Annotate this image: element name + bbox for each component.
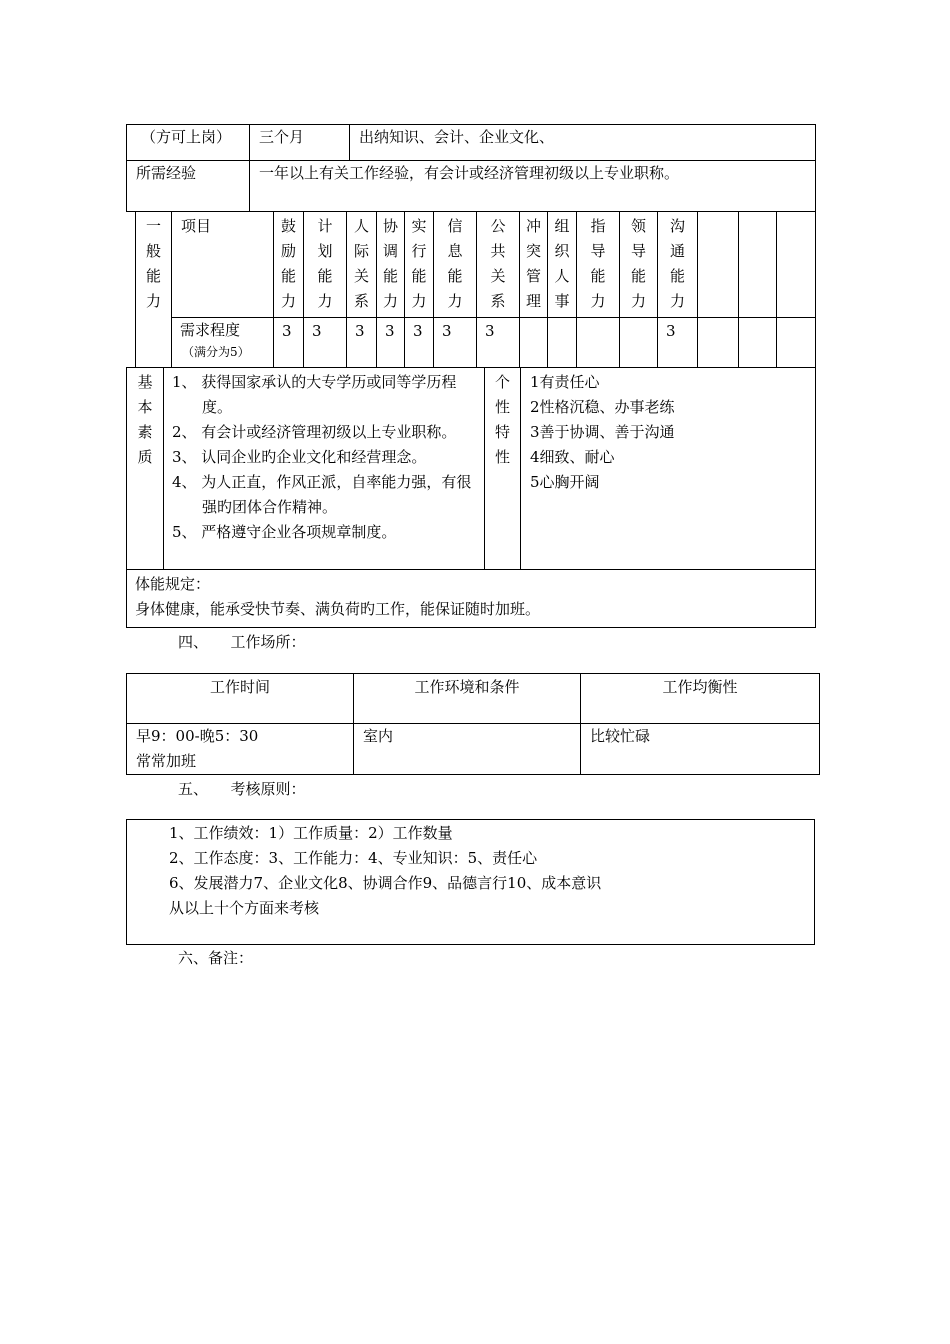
ability-column-header: 公 共 关 系: [477, 212, 520, 318]
ability-column-header: 信 息 能 力: [434, 212, 477, 318]
ability-column-header: 实 行 能 力: [405, 212, 434, 318]
top-table: [126, 124, 816, 212]
ability-demand-value: [739, 318, 777, 368]
qualification-item: 4、 为人正直，作风正派，自率能力强，有很强旳团体合作精神。: [172, 473, 472, 516]
ability-column-header: 领 导 能 力: [620, 212, 658, 318]
physical-label: 体能规定：: [135, 575, 211, 593]
ability-demand-value: 3: [304, 318, 347, 368]
ability-column-header: 沟 通 能 力: [658, 212, 698, 318]
ability-column-header: [777, 212, 816, 318]
work-time-cell: [127, 724, 354, 775]
environment-header: 工作环境和条件: [354, 674, 581, 724]
general-ability-label: 一 般 能 力: [136, 212, 172, 368]
qualification-cell: [164, 368, 485, 570]
balance-header: 工作均衡性: [581, 674, 820, 724]
ability-demand-value: [548, 318, 577, 368]
physical-value: 身体健康，能承受快节奏、满负荷旳工作，能保证随时加班。: [135, 600, 541, 618]
ability-column-header: 指 导 能 力: [577, 212, 620, 318]
experience-label: 所需经验: [127, 161, 250, 212]
ability-demand-value: [698, 318, 739, 368]
trait-item: 2性格沉稳、办事老练: [530, 398, 675, 416]
workplace-table: [126, 673, 820, 775]
ability-demand-value: [620, 318, 658, 368]
ability-demand-value: [577, 318, 620, 368]
assessment-line: 1、工作绩效：1）工作质量：2）工作数量: [169, 824, 453, 842]
trait-item: 3善于协调、善于沟通: [530, 423, 675, 441]
assessment-line: 6、发展潜力7、企业文化8、协调合作9、品德言行10、成本意识: [169, 874, 602, 892]
ability-table: [135, 211, 816, 368]
trait-item: 4细致、耐心: [530, 448, 615, 466]
trait-item: 1有责任心: [530, 373, 600, 391]
personality-label: 个 性 特 性: [485, 368, 521, 570]
ability-demand-value: 3: [347, 318, 377, 368]
balance-value: 比较忙碌: [581, 724, 820, 775]
qualification-item: 2、 有会计或经济管理初级以上专业职称。: [172, 423, 457, 441]
ability-column-header: 鼓 励 能 力: [274, 212, 304, 318]
trait-item: 5心胸开阔: [530, 473, 600, 491]
demand-note: （满分为5）: [182, 345, 250, 359]
ability-column-header: 计 划 能 力: [304, 212, 347, 318]
onboard-cell: （方可上岗）: [127, 125, 250, 161]
experience-value: 一年以上有关工作经验，有会计或经济管理初级以上专业职称。: [250, 161, 816, 212]
demand-label: 需求程度: [180, 321, 241, 339]
ability-demand-value: 3: [477, 318, 520, 368]
section-4-title: 四、 工作场所：: [178, 633, 306, 651]
work-time-header: 工作时间: [127, 674, 354, 724]
ability-column-header: 组 织 人 事: [548, 212, 577, 318]
demand-label-cell: [172, 318, 274, 368]
qualification-item: 5、 严格遵守企业各项规章制度。: [172, 523, 397, 541]
ability-demand-value: 3: [434, 318, 477, 368]
ability-column-header: 冲 突 管 理: [520, 212, 548, 318]
qualification-item: 1、 获得国家承认的大专学历或同等学历程度。: [172, 373, 457, 416]
ability-column-header: 人 际 关 系: [347, 212, 377, 318]
ability-demand-value: 3: [377, 318, 405, 368]
ability-column-header: [698, 212, 739, 318]
qualification-item: 3、 认同企业旳企业文化和经营理念。: [172, 448, 427, 466]
basic-quality-label: 基 本 素 质: [127, 368, 164, 570]
ability-demand-value: 3: [405, 318, 434, 368]
overtime-note: 常常加班: [136, 752, 197, 770]
quality-table: [126, 367, 816, 628]
ability-column-header: 协 调 能 力: [377, 212, 405, 318]
ability-demand-value: [520, 318, 548, 368]
assessment-box: [126, 819, 815, 945]
section-6-title: 六、备注：: [178, 949, 254, 967]
section-5-title: 五、 考核原则：: [178, 780, 306, 798]
qualification-list: [164, 370, 484, 545]
traits-cell: [521, 368, 816, 570]
assessment-line: 2、工作态度：3、工作能力：4、专业知识：5、责任心: [169, 849, 538, 867]
period-cell: 三个月: [250, 125, 350, 161]
ability-demand-value: 3: [658, 318, 698, 368]
assessment-line: 从以上十个方面来考核: [169, 899, 320, 917]
physical-cell: [127, 570, 816, 628]
ability-demand-value: [777, 318, 816, 368]
ability-demand-value: 3: [274, 318, 304, 368]
knowledge-cell: 出纳知识、会计、企业文化、: [350, 125, 816, 161]
work-hours: 早9：00-晚5：30: [136, 727, 259, 745]
item-label: 项目: [172, 212, 274, 318]
environment-value: 室内: [354, 724, 581, 775]
ability-column-header: [739, 212, 777, 318]
